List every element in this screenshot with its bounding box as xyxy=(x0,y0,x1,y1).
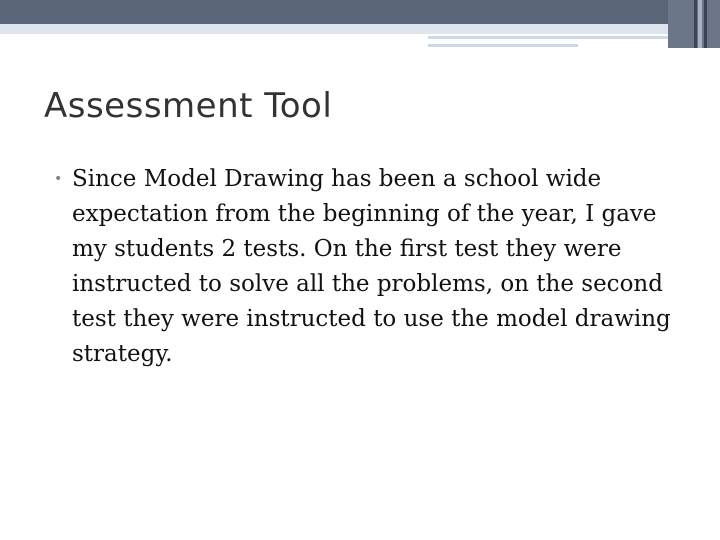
header-band xyxy=(0,0,720,24)
bullet-icon: • xyxy=(54,171,63,187)
bullet-text: Since Model Drawing has been a school wide expectation from the beginning of the year, I gave my students 2 tests. On the first test they were instructed to solve all the problems, on the second test they were instructed to use the model drawing strategy. xyxy=(72,166,671,367)
header-corner-stripe xyxy=(704,0,707,48)
header-corner-highlight xyxy=(698,0,702,48)
bullet-list xyxy=(54,162,674,372)
header-corner-stripe xyxy=(694,0,697,48)
slide-title: Assessment Tool xyxy=(44,86,333,126)
header-accent-line xyxy=(428,36,668,39)
header-accent-line-short xyxy=(428,44,578,47)
header-band-pale xyxy=(0,24,720,34)
bullet-item xyxy=(54,162,674,372)
